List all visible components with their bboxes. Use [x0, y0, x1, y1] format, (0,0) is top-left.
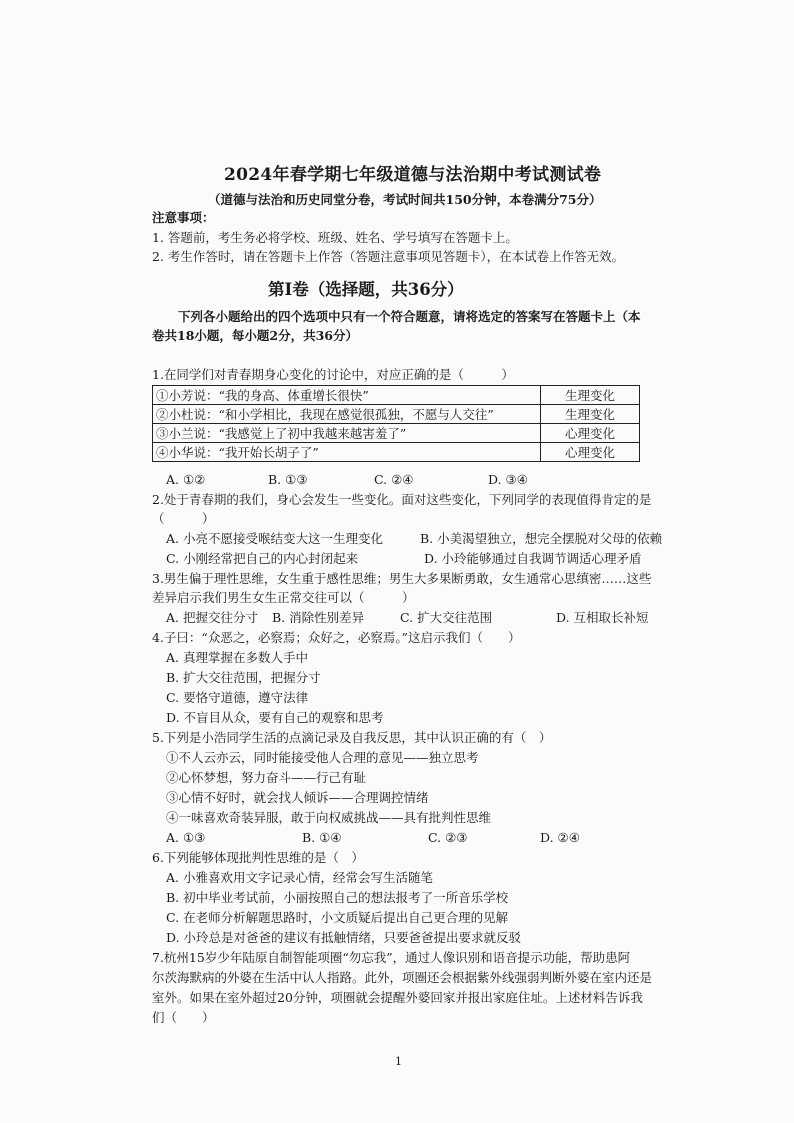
- table-row: [153, 405, 640, 424]
- table-row: [153, 424, 640, 443]
- option-a: A. ①③: [166, 830, 206, 845]
- question-4-stem: 4.子曰：“众恶之，必察焉；众好之，必察焉。”这启示我们（ ）: [152, 630, 521, 645]
- category-cell: 心理变化: [541, 424, 640, 443]
- option-c: C. 扩大交往范围: [400, 610, 493, 625]
- table-row: [153, 386, 640, 405]
- note-item: 1. 答题前，考生务必将学校、班级、姓名、学号填写在答题卡上。: [152, 230, 518, 245]
- page-number: 1: [395, 1055, 402, 1068]
- option-b: B. ①④: [302, 830, 342, 845]
- option-d: D. ③④: [488, 472, 528, 487]
- question-6-stem: 6.下列能够体现批判性思维的是（ ）: [152, 850, 364, 865]
- question-1-stem: 1.在同学们对青春期身心变化的讨论中，对应正确的是（ ）: [152, 367, 514, 382]
- option-c: C. ②③: [428, 830, 468, 845]
- section-instruction: 卷共18小题，每小题2分，共36分）: [152, 328, 358, 343]
- list-item: ④一味喜欢奇装异服，敢于向权威挑战——具有批判性思维: [166, 810, 492, 825]
- question-7-stem: 尔茨海默病的外婆在生活中认人指路。此外，项圈还会根据紫外线强弱判断外婆在室内还是: [152, 970, 653, 985]
- statement-cell: ②小杜说：“和小学相比，我现在感觉很孤独，不愿与人交往”: [153, 405, 541, 424]
- option-c: C. 要恪守道德，遵守法律: [166, 690, 309, 705]
- category-cell: 生理变化: [541, 405, 640, 424]
- question-5-stem: 5.下列是小浩同学生活的点滴记录及自我反思，其中认识正确的有（ ）: [152, 730, 552, 745]
- question-3-stem: 3.男生偏于理性思维，女生重于感性思维；男生大多果断勇敢，女生通常心思缜密……这些: [152, 571, 652, 586]
- option-c: C. 小刚经常把自己的内心封闭起来: [166, 551, 359, 566]
- option-b: B. 小美渴望独立，想完全摆脱对父母的依赖: [420, 531, 663, 546]
- exam-subtitle: （道德与法治和历史同堂分卷，考试时间共150分钟，本卷满分75分）: [208, 192, 602, 207]
- option-a: A. 把握交往分寸: [166, 610, 258, 625]
- list-item: ③心情不好时，就会找人倾诉——合理调控情绪: [166, 790, 429, 805]
- list-item: ①不人云亦云，同时能接受他人合理的意见——独立思考: [166, 750, 479, 765]
- question-2-stem: 2.处于青春期的我们，身心会发生一些变化。面对这些变化，下列同学的表现值得肯定的是: [152, 492, 652, 507]
- note-item: 2. 考生作答时，请在答题卡上作答（答题注意事项见答题卡），在本试卷上作答无效。: [152, 249, 625, 264]
- option-d: D. 小玲总是对爸爸的建议有抵触情绪，只要爸爸提出要求就反驳: [166, 930, 522, 945]
- exam-title: 2024年春学期七年级道德与法治期中考试测试卷: [224, 165, 602, 185]
- question-2-stem: （ ）: [152, 511, 215, 526]
- question-1-table: [152, 385, 640, 462]
- statement-cell: ③小兰说：“我感觉上了初中我越来越害羞了”: [153, 424, 541, 443]
- option-d: D. 小玲能够通过自我调节调适心理矛盾: [424, 551, 642, 566]
- question-7-stem: 7.杭州15岁少年陆原自制智能项圈“勿忘我”，通过人像识别和语音提示功能，帮助患阿: [152, 950, 631, 965]
- category-cell: 心理变化: [541, 443, 640, 462]
- table-row: [153, 443, 640, 462]
- category-cell: 生理变化: [541, 386, 640, 405]
- option-b: B. 扩大交往范围，把握分寸: [166, 670, 321, 685]
- section-title: 第Ⅰ卷（选择题，共36分）: [268, 280, 464, 299]
- list-item: ②心怀梦想，努力奋斗——行己有耻: [166, 770, 367, 785]
- option-c: C. 在老师分析解题思路时，小文质疑后提出自己更合理的见解: [166, 910, 509, 925]
- section-instruction: 下列各小题给出的四个选项中只有一个符合题意，请将选定的答案写在答题卡上（本: [178, 309, 641, 324]
- statement-cell: ④小华说：“我开始长胡子了”: [153, 443, 541, 462]
- option-b: B. ①③: [268, 472, 308, 487]
- option-a: A. 小雅喜欢用文字记录心情，经常会写生活随笔: [166, 870, 433, 885]
- option-a: A. ①②: [166, 472, 206, 487]
- option-d: D. 不盲目从众，要有自己的观察和思考: [166, 710, 384, 725]
- question-7-stem: 们（ ）: [152, 1010, 215, 1025]
- statement-cell: ①小芳说：“我的身高、体重增长很快”: [153, 386, 541, 405]
- notes-heading: 注意事项：: [152, 210, 215, 225]
- option-d: D. ②④: [540, 830, 580, 845]
- question-7-stem: 室外。如果在室外超过20分钟，项圈就会提醒外婆回家并报出家庭住址。上述材料告诉我: [152, 990, 643, 1005]
- option-a: A. 小亮不愿接受喉结变大这一生理变化: [166, 531, 383, 546]
- option-a: A. 真理掌握在多数人手中: [166, 650, 308, 665]
- option-c: C. ②④: [374, 472, 414, 487]
- question-3-stem: 差异启示我们男生女生正常交往可以（ ）: [152, 590, 415, 605]
- option-b: B. 消除性别差异: [272, 610, 365, 625]
- option-d: D. 互相取长补短: [556, 610, 649, 625]
- option-b: B. 初中毕业考试前，小丽按照自己的想法报考了一所音乐学校: [166, 890, 509, 905]
